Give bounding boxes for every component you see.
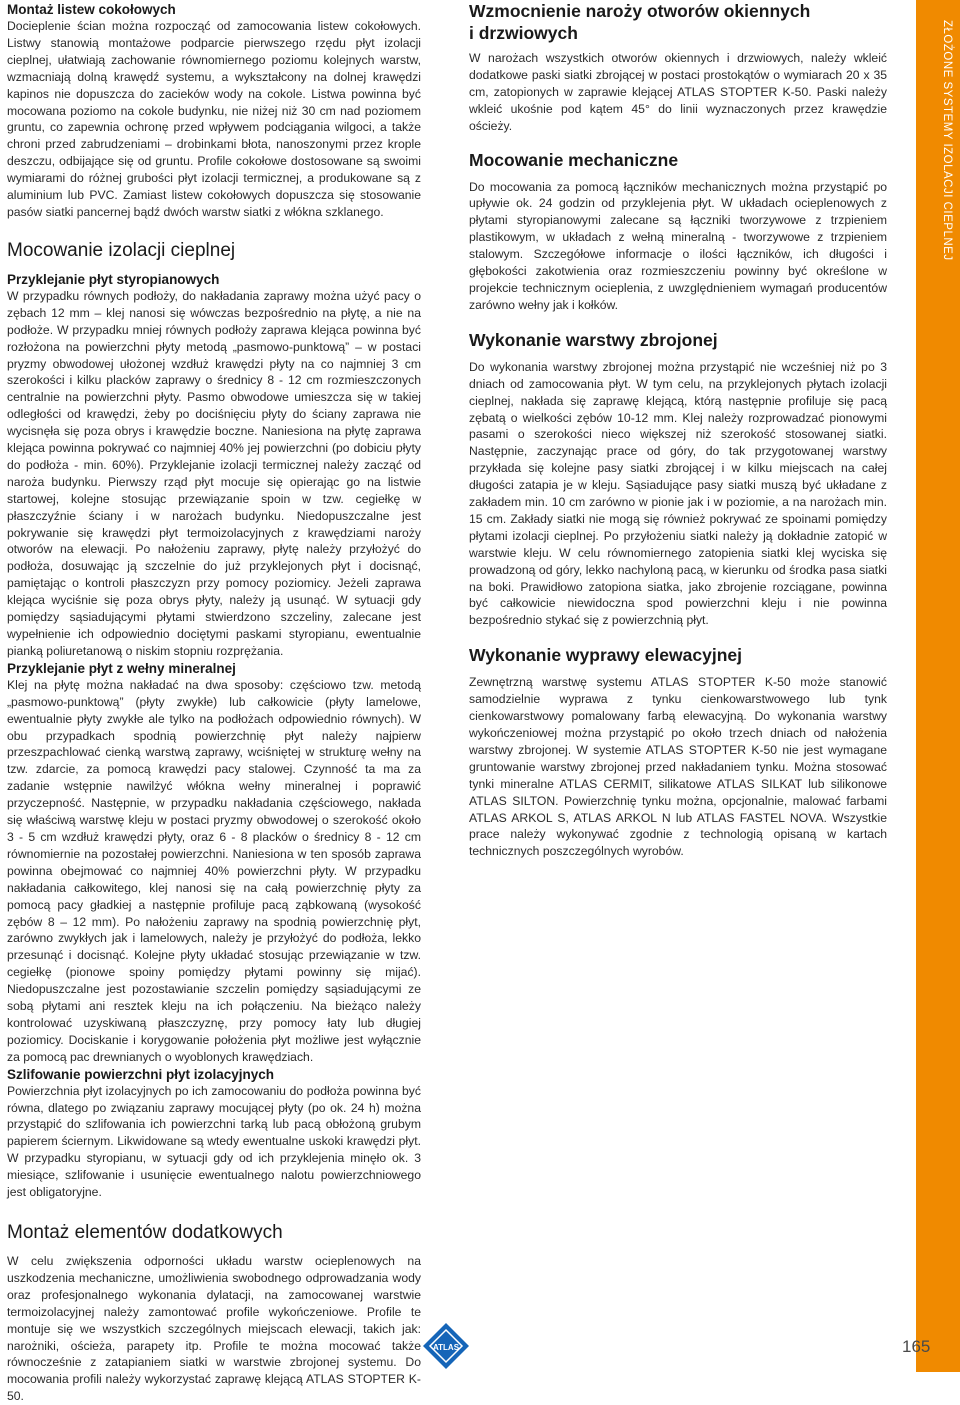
title-line-1: Wzmocnienie naroży otworów okiennych [469, 1, 811, 21]
paragraph-facade-finish: Zewnętrzną warstwę systemu ATLAS STOPTER K-50 może stanowić samodzielnie wyprawa z tynku cienkowarstwowego lub tynk cienkowarstwowy pomalowany farbą elewacyjną. Do wykonania warstwy wykończeniowej można przystąpić po około trzech dniach od nałożenia warstwy zbrojonej. W systemie ATLAS STOPTER K-50 nie jest wymagane gruntowanie warstwy zbrojonej przed nakładaniem tynku. Można stosować tynki mineralne ATLAS CERMIT, silikatowe ATLAS SILKAT lub silikonowe ATLAS SILTON. Powierzchnię tynku można, opcjonalnie, malować farbami ATLAS ARKOL S, ATLAS ARKOL N lub ATLAS FASTEL NOVA. Wszystkie prace należy wykonywać zgodnie z technologią opisaną w kartach technicznych poszczególnych wyrobów. [469, 675, 887, 859]
section-title-plinth-strips: Montaż listew cokołowych [7, 2, 176, 17]
section-title-insulation-mounting: Mocowanie izolacji cieplnej [7, 239, 236, 261]
section-title-facade-finish: Wykonanie wyprawy elewacyjnej [469, 645, 742, 666]
atlas-logo [422, 1322, 470, 1370]
logo-wordmark: ATLAS [432, 1343, 460, 1352]
left-column [7, 0, 421, 1405]
paragraph-eps-boards: W przypadku równych podłoży, do nakładania zaprawy można użyć pacy o zębach 12 mm – klej nanosi się wówczas bezpośrednio na płytę, a nie na podłoże. W przypadku mniej równych podłoży zaprawa klejąca powinna być rozłożona na powierzchni płyty metodą „pasmowo-punktową” – w postaci pryzmy obwodowej ułożonej wzdłuż krawędzi płyty na co najmniej 3 cm szerokości i kilku placków zaprawy o średnicy 8 - 12 cm rozmieszczonych centralnie na powierzchni płyty. Pasmo obwodowe umieszcza się w takiej odległości od krawędzi, żeby po dociśnięciu płyty do ściany zaprawa nie wycisnęła się poza obrys i krawędzie boczne. Naniesiona na płytę zaprawa klejąca powinna pokrywać co najmniej 40% jej powierzchni (po dobiciu płyty do podłoża - min. 60%). Przyklejanie izolacji termicznej należy zacząć od naroża budynku. Pierwszy rząd płyt mocuje się opierając go na listwie startowej, kolejne stosując przewiązanie spoin w tzw. cegiełkę w płaszczyźnie ściany i w narożach budynku. Niedopuszczalne jest pokrywanie się krawędzi płyt termoizolacyjnych z krawędziami naroży otworów na elewacji. Po nałożeniu zaprawy, płytę należy przyłożyć do podłoża, dosuwając ją szczelnie do już przyklejonych płyt i docisnąć, pamiętając o kontroli płaszczyzn przy pomocy poziomicy. Jeżeli zaprawa klejąca wyciśnie się poza obrys płyty, należy ją usunąć. W sytuacji gdy pomiędzy sąsiadującymi płytami stwierdzono szczeliny, zalecane jest wypełnienie ich odpowiednio dociętymi paskami styropianu, ewentualnie pianką poliuretanową o niskim stopniu rozprężania. [7, 288, 421, 658]
sidebar-label: ZŁOŻONE SYSTEMY IZOLACJI CIEPLNEJ [941, 20, 953, 261]
section-title-mechanical-fixing: Mocowanie mechaniczne [469, 149, 679, 170]
section-title-additional-elements: Montaż elementów dodatkowych [7, 1222, 283, 1243]
paragraph-additional-elements: W celu zwiększenia odporności układu warstw ocieplenowych na uszkodzenia mechaniczne, umożliwienia swobodnego odprowadzania wody oraz profesjonalnego wykonania dylatacji, na zamocowanej warstwie termoizolacyjnej należy zamontować profile wykończeniowe. Profile te montuje się we wszystkich szczególnych miejscach elewacji, takich jak: narożniki, ościeża, parapety itp. Profile te można mocować także równocześnie z zatapianiem siatki w warstwie zbrojonej systemu. Do mocowania profili należy wykorzystać zaprawę klejącą ATLAS STOPTER K-50. [7, 1254, 421, 1404]
title-line-2: i drzwiowych [469, 23, 578, 43]
section-title-corner-reinforcement [469, 0, 887, 44]
atlas-logo-icon [422, 1322, 470, 1370]
paragraph-plinth-strips: Docieplenie ścian można rozpocząć od zamocowania listew cokołowych. Listwy stanowią montażowe podparcie pierwszego rzędu płyt izolacji cieplnej, ułatwiają zachowanie równomiernego poziomu kolejnych warstw, wzmacniają dolną krawędź systemu, a wykształcony na dolnej krawędzi kapinos nie dopuszcza do zacieków wody na cokole. Listwa powinna być mocowana poziomo na cokole budynku, nie niżej niż 30 cm nad poziomem gruntu, co zapewnia ochronę przed wpływem podciągania wilgoci, a także chroni przed zabrudzeniami – drobinkami błota, nanoszonymi przez krople deszczu, odbijające się od gruntu. Profile cokołowe dostosowane są swoimi wymiarami do różnej grubości płyt izolacji termicznej, a produkowane są z aluminium lub PVC. Zamiast listew cokołowych dopuszcza się stosowanie pasów siatki pancernej bądź dwóch warstw siatki z włókna szklanego. [7, 19, 421, 219]
paragraph-reinforced-layer: Do wykonania warstwy zbrojonej można przystąpić nie wcześniej niż po 3 dniach od zamocowania płyt. W tym celu, na przyklejonych płytach izolacji cieplnej, nakłada się zaprawę klejącą, którą następnie profiluje się pacą zębatą o wielkości zębów 10-12 mm. Klej należy rozprowadzać pionowymi pasami o szerokości nieco większej niż szerokość stosowanej siatki. Następnie, zaczynając prace od góry, do tak przygotowanej warstwy przykłada się kolejne pasy siatki zbrojącej i w kilku miejscach na całej długości zatapia je w kleju. Sąsiadujące pasy siatki muszą być układane z zakładem min. 10 cm zarówno w pionie jak i w poziomie, a na narożach min. 15 cm. Zakłady siatki nie mogą się również pokrywać ze spoinami pomiędzy płytami izolacji cieplnej. Po przyłożeniu siatki należy ją dokładnie zatopić w warstwie kleju. W celu równomiernego zatopienia siatki klej wyciska się prowadzoną od góry, lekko nachyloną pacą, w kierunku od środka pasa siatki na boki. Prawidłowo zatopiona siatka, jako zbrojenie rozciągane, powinna być całkowicie niewidoczna spod powierzchni kleju i nie powinna bezpośrednio stykać się z powierzchnią płyt. [469, 359, 887, 628]
subsection-title-mineral-wool: Przyklejanie płyt z wełny mineralnej [7, 660, 236, 676]
paragraph-sanding: Powierzchnia płyt izolacyjnych po ich zamocowaniu do podłoża powinna być równa, dlatego po związaniu zaprawy mocującej płyty (po ok. 24 h) można przystąpić do szlifowania ich powierzchni tarką lub pacą obłożoną grubym papierem ściernym. Likwidowane są wtedy ewentualne uskoki krawędzi płyt. W przypadku styropianu, w sytuacji gdy od ich przyklejenia minęło ok. 3 miesiące, szlifowanie i usunięcie ewentualnego nalotu powierzchniowego jest obligatoryjne. [7, 1083, 421, 1200]
subsection-title-sanding: Szlifowanie powierzchni płyt izolacyjnych [7, 1066, 275, 1082]
right-column [469, 0, 887, 860]
page-number: 165 [902, 1337, 931, 1356]
sidebar-band [916, 0, 960, 1372]
paragraph-mechanical-fixing: Do mocowania za pomocą łączników mechanicznych można przystąpić po upływie ok. 24 godzin od przyklejenia płyt. W układach ocieplenowych z płytami styropianowymi zalecane są łączniki tworzywowe z trzpieniem plastikowym, w układach z wełną mineralną - tworzywowe z trzpieniem stalowym. Szczegółowe informacje o ilości łączników, ich długości i głębokości zakotwienia oraz rozmieszczeniu powinny być określone w projekcie technicznym ocieplenia, z uwzględnieniem wymagań producentów zarówno wełny jak i kołków. [469, 179, 887, 312]
paragraph-mineral-wool: Klej na płytę można nakładać na dwa sposoby: częściowo tzw. metodą „pasmowo-punktową” (płyty zwykłe) lub całkowicie (płyty lamelowe, ewentualnie płyty zwykłe ale tylko na podłożach odpowiednio równych). W obu przypadkach spodnią powierzchnię płyt należy najpierw przeszpachlować cienką warstwą zaprawy, wciśniętej w strukturę wełny na tzw. zdarcie, za pomocą krawędzi pacy stalowej. Czynność ta ma za zadanie wstępnie nawilżyć włókna wełny mineralnej i poprawić przyczepność. Następnie, w przypadku nakładania częściowego, nakłada się właściwą warstwę kleju w postaci pryzmy obwodowej o szerokość około 3 - 5 cm wzdłuż krawędzi płyty, oraz 6 - 8 placków o średnicy 8 - 12 cm równomiernie na pozostałej powierzchni. Naniesiona w ten sposób zaprawa powinna obejmować co najmniej 40% powierzchni płyty. W przypadku nakładania całkowitego, klej nanosi się na całą powierzchnię płyty za pomocą pacy gładkiej a następnie profiluje pacą ząbkowaną (wysokość zębów 8 – 12 mm). Po nałożeniu zaprawy na spodnią powierzchnię płyt, zarówno zwykłych jak i lamelowych, należy je przyłożyć do podłoża, lekko przesunąć i docisnąć. Kolejne płyty układać stosując przewiązanie w tzw. cegiełkę (pionowe spoiny pomiędzy płytami powinny się mijać). Niedopuszczalne jest pozostawianie szczelin pomiędzy sąsiadującymi ze sobą płytami ani resztek kleju na ich połączeniu. Na bieżąco należy kontrolować uzyskiwaną płaszczyznę, przy pomocy łaty lub długiej poziomicy. Dociskanie i korygowanie położenia płyt możliwe jest wyłącznie za pomocą pac drewnianych o wyoblonych krawędziach. [7, 677, 421, 1064]
subsection-title-eps-boards: Przyklejanie płyt styropianowych [7, 271, 220, 287]
section-title-reinforced-layer: Wykonanie warstwy zbrojonej [469, 329, 718, 350]
paragraph-corner-reinforcement: W narożach wszystkich otworów okiennych i drzwiowych, należy wkleić dodatkowe paski siatki zbrojącej w postaci prostokątów o wymiarach 20 x 35 cm, zatopionych w zaprawie klejącej ATLAS STOPTER K-50. Paski należy wkleić ukośnie pod kątem 45° do linii wyznaczonych przez krawędzie ościeży. [469, 51, 887, 133]
